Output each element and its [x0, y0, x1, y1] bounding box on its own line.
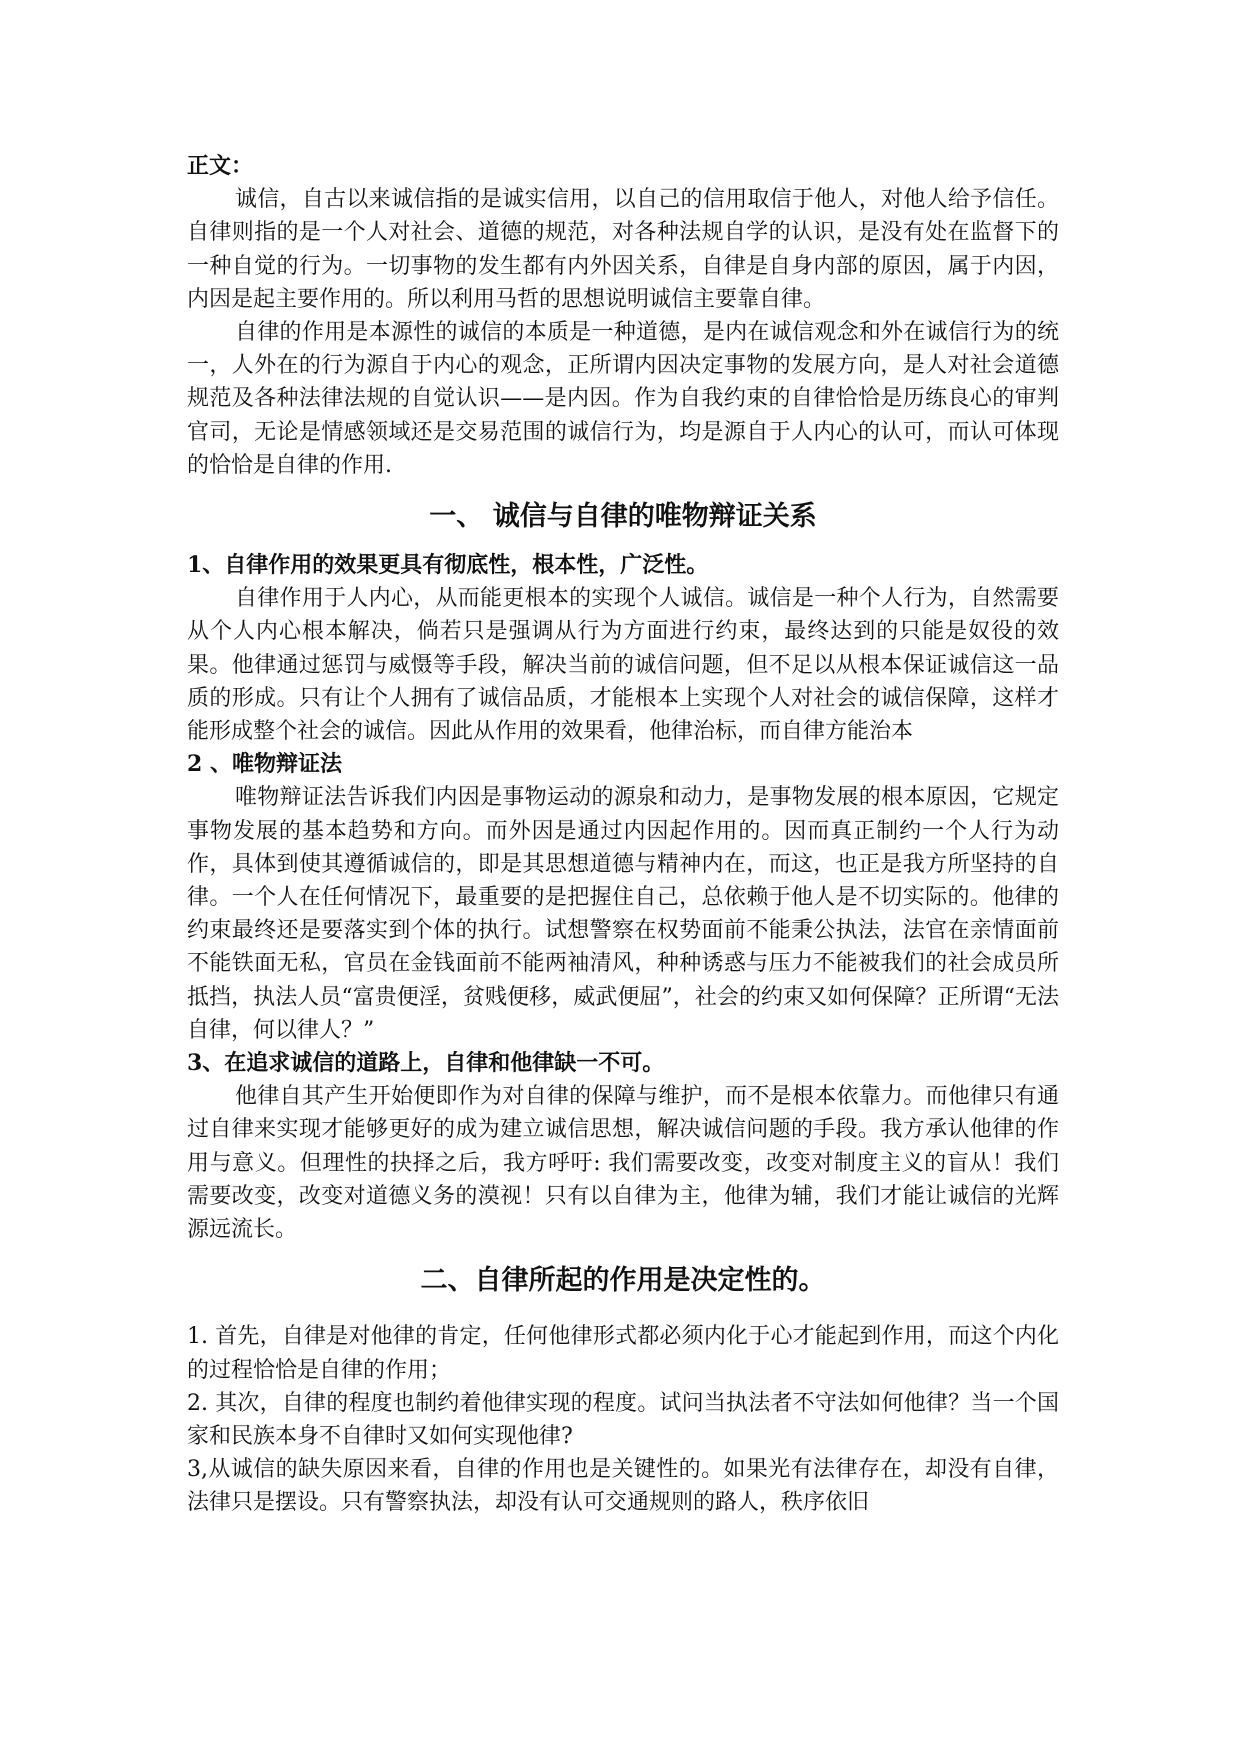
point-3-title: 3、在追求诚信的道路上，自律和他律缺一不可。: [187, 1050, 665, 1077]
point-1-title: 1、自律作用的效果更具有彻底性，根本性，广泛性。: [187, 552, 709, 579]
point-2-paragraph: 唯物辩证法告诉我们内因是事物运动的源泉和动力，是事物发展的根本原因，它规定事物发展的基本趋势和方向。而外因是通过内因起作用的。因而真正制约一个人行为动作，具体到使其遵循诚信的，即是其思想道德与精神内在，而这，也正是我方所坚持的自律。一个人在任何情况下，最重要的是把握住自己，总依赖于他人是不切实际的。他律的约束最终还是要落实到个体的执行。试想警察在权势面前不能秉公执法，法官在亲情面前不能铁面无私，官员在金钱面前不能两袖清风，种种诱惑与压力不能被我们的社会成员所抵挡，执法人员“富贵便淫，贫贱便移，威武便屈”，社会的约束又如何保障？正所谓“无法自律，何以律人？”: [187, 785, 1059, 1043]
intro-paragraph-1: 诚信，自古以来诚信指的是诚实信用，以自己的信用取信于他人，对他人给予信任。自律则指的是一个人对社会、道德的规范，对各种法规自学的认识，是没有处在监督下的一种自觉的行为。一切事物的发生都有内外因关系，自律是自身内部的原因，属于内因，内因是起主要作用的。所以利用马哲的思想说明诚信主要靠自律。: [187, 187, 1059, 312]
body-label: 正文：: [187, 153, 254, 179]
point-1-paragraph: 自律作用于人内心，从而能更根本的实现个人诚信。诚信是一种个人行为，自然需要从个人内心根本解决，倘若只是强调从行为方面进行约束，最终达到的只能是奴役的效果。他律通过惩罚与威慑等手段，解决当前的诚信问题，但不足以从根本保证诚信这一品质的形成。只有让个人拥有了诚信品质，才能根本上实现个人对社会的诚信保障，这样才能形成整个社会的诚信。因此从作用的效果看，他律治标，而自律方能治本: [187, 586, 1059, 745]
section-2-item-1: 1. 首先，自律是对他律的肯定，任何他律形式都必须内化于心才能起到作用，而这个内化的过程恰恰是自律的作用；: [187, 1324, 1059, 1383]
section-2-item-3: 3,从诚信的缺失原因来看，自律的作用也是关键性的。如果光有法律存在，却没有自律，法律只是摆设。只有警察执法，却没有认可交通规则的路人，秩序依旧: [187, 1457, 1059, 1516]
point-3-paragraph: 他律自其产生开始便即作为对自律的保障与维护，而不是根本依靠力。而他律只有通过自律来实现才能够更好的成为建立诚信思想，解决诚信问题的手段。我方承认他律的作用与意义。但理性的抉择之后，我方呼吁: 我们需要改变，改变对制度主义的盲从！我们需要改变，改变对道德义务的漠视！只有以自律为主，他律为辅，我们才能让诚信的光辉源远流长。: [187, 1084, 1059, 1243]
point-2-title: 2 、唯物辩证法: [187, 751, 342, 778]
section-2-item-2: 2. 其次，自律的程度也制约着他律实现的程度。试问当执法者不守法如何他律？当一个国家和民族本身不自律时又如何实现他律?: [187, 1390, 1059, 1449]
section-1-heading: 一、 诚信与自律的唯物辩证关系: [429, 501, 817, 533]
section-2-heading: 二、自律所起的作用是决定性的。: [420, 1265, 826, 1297]
intro-paragraph-2: 自律的作用是本源性的诚信的本质是一种道德，是内在诚信观念和外在诚信行为的统一，人外在的行为源自于内心的观念，正所谓内因决定事物的发展方向，是人对社会道德规范及各种法律法规的自觉认识——是内因。作为自我约束的自律恰恰是历练良心的审判官司，无论是情感领域还是交易范围的诚信行为，均是源自于人内心的认可，而认可体现的恰恰是自律的作用.: [187, 320, 1059, 478]
document-body: [187, 150, 1059, 1520]
